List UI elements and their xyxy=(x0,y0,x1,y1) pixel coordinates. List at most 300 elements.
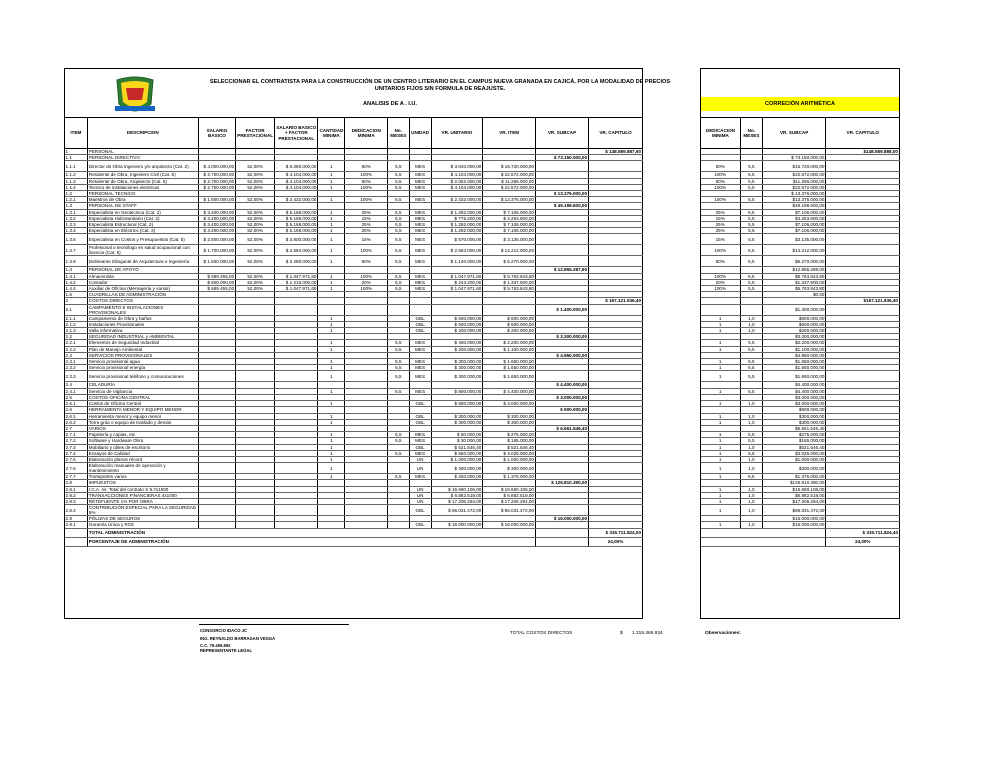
cell-sub: $ 1.400.000,00 xyxy=(536,304,589,315)
cell-cded: 1 xyxy=(701,522,741,528)
cell-vi: $ 521.546,40 xyxy=(483,444,536,450)
cell-ccap xyxy=(826,245,900,256)
cell-cmes: 1,0 xyxy=(740,419,762,425)
cell-item: 2.2.2 xyxy=(65,346,88,352)
cell-csub: $300.000,00 xyxy=(762,463,826,474)
cell-cmes: 1,0 xyxy=(740,456,762,462)
cell-csub: $1.650.000,00 xyxy=(762,365,826,371)
cell-csub: $4.950.000,00 xyxy=(762,352,826,358)
cell-csub: $16.000.000,00 xyxy=(762,522,826,528)
cell-fac: 52,00% xyxy=(236,161,275,172)
correction-row xyxy=(701,256,900,267)
cell-cmes: 5,5 xyxy=(740,286,762,292)
cell-cded: 1 xyxy=(701,438,741,444)
cell-item: 2.1.1 xyxy=(65,315,88,321)
cell-ccap xyxy=(826,161,900,172)
cell-vi: $ 300.000,00 xyxy=(483,413,536,419)
cell-cmes: 5,5 xyxy=(740,172,762,178)
cell-mes: 5,5 xyxy=(388,161,410,172)
cell-desc: Transportes varios xyxy=(87,474,198,480)
cell-und: MES xyxy=(409,245,431,256)
cell-ded: 50% xyxy=(345,161,388,172)
cell-mes: 5,5 xyxy=(388,432,410,438)
cell-vi: $ 200.000,00 xyxy=(483,328,536,334)
cell-desc: SEGURIDAD INDUSTRIAL y AMBIENTAL xyxy=(87,334,198,340)
cell-vi: $ 7.106.000,00 xyxy=(483,222,536,228)
cell-vi: $ 3.135.000,00 xyxy=(483,234,536,245)
cell-cap xyxy=(589,505,643,516)
cell-desc: Elaboración planos récord xyxy=(87,456,198,462)
column-header: ITEM xyxy=(65,118,88,149)
cell-vi: $ 600.000,00 xyxy=(483,321,536,327)
table-row xyxy=(65,161,643,172)
cell-cap xyxy=(589,304,643,315)
cell-und: MES xyxy=(409,365,431,371)
cell-und: MES xyxy=(409,222,431,228)
correction-column-header: VR. SUBCAP xyxy=(762,118,826,149)
correction-total-value: $ 315.711.824,40 xyxy=(826,528,900,537)
cell-cmes: 1,0 xyxy=(740,463,762,474)
cell-cded: 1 xyxy=(701,328,741,334)
cell-vi: $ 1.650.000,00 xyxy=(483,359,536,365)
cell-fac xyxy=(236,371,275,382)
cell-cant: 1 xyxy=(318,279,345,285)
cell-und: MES xyxy=(409,234,431,245)
cell-vu: $ 300.000,00 xyxy=(431,365,483,371)
cell-und: MES xyxy=(409,474,431,480)
cell-cmes: 5,5 xyxy=(740,178,762,184)
cell-cant: 1 xyxy=(318,456,345,462)
cell-vu: $ 86.031.472,00 xyxy=(431,505,483,516)
correction-row xyxy=(701,234,900,245)
cell-und: GBL xyxy=(409,419,431,425)
cell-vu: $ 570.000,00 xyxy=(431,234,483,245)
cell-und: MES xyxy=(409,279,431,285)
cell-vu: $ 300.000,00 xyxy=(431,371,483,382)
cell-mes: 5,5 xyxy=(388,438,410,444)
cell-cant: 1 xyxy=(318,286,345,292)
cell-item: 1.3 xyxy=(65,203,88,209)
cell-csub: $3.135.000,00 xyxy=(762,234,826,245)
cell-desc: Servicio de Vigilancia xyxy=(87,388,198,394)
cell-mes: 5,5 xyxy=(388,273,410,279)
cell-cmes: 5,5 xyxy=(740,450,762,456)
column-header: SALARIO BASICO xyxy=(198,118,235,149)
cell-mes: 5,5 xyxy=(388,172,410,178)
cell-vu: $ 550.000,00 xyxy=(431,450,483,456)
cell-vu: $ 800.000,00 xyxy=(431,401,483,407)
cell-total xyxy=(701,537,826,546)
cell-cant: 1 xyxy=(318,359,345,365)
cell-desc: PERSONAL DIRECTIVO xyxy=(87,155,198,161)
cell-vi: $ 1.337.600,00 xyxy=(483,279,536,285)
cell-csub: $13.376.000,00 xyxy=(762,197,826,203)
cell-vu: $ 400.000,00 xyxy=(431,340,483,346)
cell-cmes: 5,5 xyxy=(740,371,762,382)
cell-cmes: 5,5 xyxy=(740,432,762,438)
cell-mes xyxy=(388,463,410,474)
cell-cmes: 5,5 xyxy=(740,222,762,228)
cell-csub: $16.720.000,00 xyxy=(762,161,826,172)
cell-cmes: 5,5 xyxy=(740,209,762,215)
cell-tot xyxy=(275,371,318,382)
cell-item: 2.5 xyxy=(65,394,88,400)
correction-column-header: DEDICACION MINIMA xyxy=(701,118,741,149)
cell-desc: Especialista en Geotecnica (Cat. 2) xyxy=(87,209,198,215)
cell-csub: $275.000,00 xyxy=(762,432,826,438)
cell-fac: 52,00% xyxy=(236,184,275,190)
cell-csub: $3.300.000,00 xyxy=(762,334,826,340)
cell-cmes: 5,5 xyxy=(740,234,762,245)
cell-desc: Software y Hardware Obra xyxy=(87,438,198,444)
cell-cded: 1 xyxy=(701,388,741,394)
cell-cmes: 5,5 xyxy=(740,346,762,352)
cell-vu xyxy=(431,304,483,315)
cell-item: 2.3.2 xyxy=(65,365,88,371)
cell-fac: 52,00% xyxy=(236,234,275,245)
cell-vi: $ 1.650.000,00 xyxy=(483,365,536,371)
cell-und: UN xyxy=(409,498,431,504)
cell-cant: 1 xyxy=(318,388,345,394)
cell-vi: $ 3.000.000,00 xyxy=(483,401,536,407)
total-label: TOTAL ADMINISTRACIÓN xyxy=(87,528,535,537)
cell-cded: 20% xyxy=(701,279,741,285)
cell-item: 2.6 xyxy=(65,407,88,413)
cell-tot: $ 4.104.000,00 xyxy=(275,184,318,190)
cell-und: MES xyxy=(409,184,431,190)
cell-tot xyxy=(275,463,318,474)
cell-tot: $ 5.168.000,00 xyxy=(275,215,318,221)
cell-cant: 1 xyxy=(318,178,345,184)
cell-desc: Director de Obra Ingeniero y/o arquitecto (Cat. 2) xyxy=(87,161,198,172)
cell-desc: Contador xyxy=(87,279,198,285)
cell-item: 2.9.1 xyxy=(65,522,88,528)
cell-cant: 1 xyxy=(318,209,345,215)
cell-und: MES xyxy=(409,346,431,352)
cell-item: 2.7.1 xyxy=(65,432,88,438)
cell-cant: 1 xyxy=(318,273,345,279)
cell-sal: $ 3.400.000,00 xyxy=(198,228,235,234)
cell-cded: 1 xyxy=(701,474,741,480)
cell-desc: RETEFUENTE 1% POR OBRA xyxy=(87,498,198,504)
cell-csub: $14.212.000,00 xyxy=(762,245,826,256)
cell-und: MES xyxy=(409,450,431,456)
cell-csub: $16.660.106,00 xyxy=(762,486,826,492)
cell-cmes: 1,0 xyxy=(740,486,762,492)
cell-desc: Herramienta menor y equipo menor xyxy=(87,413,198,419)
cell-cded: 1 xyxy=(701,413,741,419)
cell-cded: 50% xyxy=(701,178,741,184)
cell-item: 2.6.2 xyxy=(65,419,88,425)
cell-cmes: 1,0 xyxy=(740,328,762,334)
column-header: VR. ITEM xyxy=(483,118,536,149)
cell-cant: 1 xyxy=(318,315,345,321)
cell-vu: $ 1.292.000,00 xyxy=(431,209,483,215)
cell-desc: CONTRIBUCIÓN ESPECIAL PARA LA SEGURIDAD 5% xyxy=(88,505,197,516)
cell-desc: Residente de Obra, Arquitecto (Cat. 5) xyxy=(87,178,198,184)
cell-cmes: 1,0 xyxy=(740,492,762,498)
cell-cded: 1 xyxy=(701,432,741,438)
cell-tot: $ 2.280.000,00 xyxy=(275,256,318,267)
cell-vu: $ 2.584.000,00 xyxy=(431,245,483,256)
cell-vi: $ 7.106.000,00 xyxy=(483,228,536,234)
cell-cmes: 5,5 xyxy=(740,245,762,256)
cell-cmes xyxy=(740,304,762,315)
cell-sal: $ 4.000.000,00 xyxy=(198,161,235,172)
cell-und: UN xyxy=(409,492,431,498)
cell-tot xyxy=(275,505,318,516)
cell-sub: $ 13.376.000,00 xyxy=(536,191,589,197)
cell-vu: $ 300.000,00 xyxy=(431,463,483,474)
cell-cap: $ 148.589.887,60 xyxy=(589,149,643,155)
correction-row xyxy=(701,304,900,315)
cell-csub: $7.106.000,00 xyxy=(762,222,826,228)
cell-cap xyxy=(589,245,643,256)
cell-vi: $ 22.572.000,00 xyxy=(483,184,536,190)
document-subtitle: ANALISIS DE A . I.U. xyxy=(363,101,417,107)
cell-cmes: 5,5 xyxy=(740,256,762,267)
cell-und xyxy=(409,304,431,315)
cell-sub: $ 4.400.000,00 xyxy=(536,382,589,388)
cell-sub xyxy=(536,505,589,516)
cell-csub: $17.206.294,00 xyxy=(762,498,826,504)
observations-label: Observaciones: xyxy=(705,631,741,636)
cell-cmes: 1,0 xyxy=(740,498,762,504)
cell-fac: 52,00% xyxy=(236,172,275,178)
engineer-cc: C.C. 79.406.892 xyxy=(200,643,231,648)
cell-desc: CELADURÍA xyxy=(87,382,198,388)
signature-block xyxy=(200,627,275,653)
cell-und: MES xyxy=(409,197,431,203)
cell-cded: 1 xyxy=(701,456,741,462)
cell-cmes: 5,5 xyxy=(740,279,762,285)
cell-und: MES xyxy=(409,359,431,365)
cell-item: 2.8.1 xyxy=(65,486,88,492)
cell-csub: $1.000.000,00 xyxy=(762,456,826,462)
cell-csub: $11.286.000,00 xyxy=(762,178,826,184)
cell-item: 2.1.3 xyxy=(65,328,88,334)
cell-vi: $ 22.572.000,00 xyxy=(483,172,536,178)
cell-cant: 1 xyxy=(318,161,345,172)
cell-csub: $0,00 xyxy=(762,292,826,298)
cell-vu: $ 17.206.294,00 xyxy=(431,498,483,504)
cell-sub: $ 3.000.000,00 xyxy=(536,394,589,400)
cell-cded: 1 xyxy=(701,463,741,474)
cell-item: 1.1.3 xyxy=(65,178,88,184)
cell-csub: $86.031.472,00 xyxy=(762,505,826,516)
cell-item: 1.4.4 xyxy=(65,286,88,292)
cell-mes: 5,5 xyxy=(388,388,410,394)
cell-cded: 100% xyxy=(701,184,741,190)
column-header: CANTIDAD MINIMA xyxy=(318,118,345,149)
cell-vu: $ 521.546,40 xyxy=(431,444,483,450)
cell-mes: 5,5 xyxy=(388,340,410,346)
cell-cded: 100% xyxy=(701,245,741,256)
cell-item: 2.7.5 xyxy=(65,456,88,462)
cell-cap xyxy=(589,256,643,267)
cell-csub: $1.650.000,00 xyxy=(762,371,826,382)
cell-desc: Plan de Manejo Ambiental xyxy=(87,346,198,352)
column-header: DESCRIPCION xyxy=(87,118,198,149)
cell-csub: $3.000.000,00 xyxy=(762,394,826,400)
cell-cap: $ 167.121.936,40 xyxy=(589,298,643,304)
cell-cant: 1 xyxy=(318,365,345,371)
cell-item: 2.7 xyxy=(65,425,88,431)
correction-header-row xyxy=(701,118,900,149)
cell-cded: 1 xyxy=(701,365,741,371)
cell-ded: 15% xyxy=(345,215,388,221)
cell-sal xyxy=(198,371,235,382)
cell-und: MES xyxy=(409,340,431,346)
cell-total xyxy=(701,528,826,537)
cell-tot: $ 1.047.971,60 xyxy=(275,286,318,292)
cell-item: 2.3.3 xyxy=(65,371,88,382)
cell-cmes: 1,0 xyxy=(740,321,762,327)
cell-item: 2.8.3 xyxy=(65,498,88,504)
cell-item: 1.4.2 xyxy=(65,279,88,285)
cell-cmes: 1,0 xyxy=(740,315,762,321)
cell-cant: 1 xyxy=(318,222,345,228)
cell-tot: $ 5.168.000,00 xyxy=(275,222,318,228)
cell-cded: 1 xyxy=(701,505,741,516)
cell-cded: 100% xyxy=(701,286,741,292)
correction-column-header: No. MESES xyxy=(740,118,762,149)
cell-vi: $ 17.206.294,00 xyxy=(483,498,536,504)
cell-mes: 5,5 xyxy=(388,234,410,245)
cell-und: MES xyxy=(409,438,431,444)
cell-csub: $7.106.000,00 xyxy=(762,209,826,215)
cell-item: 1.5 xyxy=(65,292,88,298)
correction-row xyxy=(701,161,900,172)
cell-sub: $ 126.810.390,00 xyxy=(536,480,589,486)
cell-desc: Especialista Estructural (Cat. 2) xyxy=(87,222,198,228)
cell-item: 2.7.6 xyxy=(65,463,88,474)
cell-cded: 1 xyxy=(701,359,741,365)
correction-column-header: VR. CAPITULO xyxy=(826,118,900,149)
cell-csub: $6.270.000,00 xyxy=(762,256,826,267)
cell-cded: 25% xyxy=(701,222,741,228)
cell-mes: 5,5 xyxy=(388,184,410,190)
cell-cant: 1 xyxy=(318,234,345,245)
cell-cant: 1 xyxy=(318,413,345,419)
cell-cant: 1 xyxy=(318,419,345,425)
cell-vi: $ 6.882.518,00 xyxy=(483,492,536,498)
cell-tot xyxy=(275,304,318,315)
cell-tot: $ 6.080.000,00 xyxy=(275,161,318,172)
cell-item: 2.4 xyxy=(65,382,88,388)
cell-ded: 20% xyxy=(345,279,388,285)
cell-cmes: 1,0 xyxy=(740,444,762,450)
cell-cded: 1 xyxy=(701,450,741,456)
cell-fac xyxy=(236,463,275,474)
cell-desc: Elementos de Seguridad Industrial xyxy=(87,340,198,346)
cell-desc: Servicio provisional energía xyxy=(87,365,198,371)
cell-vi: $ 275.000,00 xyxy=(483,432,536,438)
cell-csub: $600.000,00 xyxy=(762,407,826,413)
cell-desc: Especialista en Eléctrico (Cat. 2) xyxy=(87,228,198,234)
cell-desc: VARIOS xyxy=(87,425,198,431)
cell-und: GBL xyxy=(409,444,431,450)
cell-csub: $3.025.000,00 xyxy=(762,450,826,456)
cell-vi: $ 300.000,00 xyxy=(483,419,536,425)
cell-desc: Instalaciones Provisionales xyxy=(87,321,198,327)
cell-ccap xyxy=(826,234,900,245)
cell-item: 2.2.1 xyxy=(65,340,88,346)
cell-csub: $5.763.843,80 xyxy=(762,286,826,292)
cell-cmes: 5,5 xyxy=(740,438,762,444)
cell-vu: $ 1.000.000,00 xyxy=(431,456,483,462)
cell-desc: Especialista Hidrosanitario (Cat. 2) xyxy=(87,215,198,221)
cell-cmes: 5,5 xyxy=(740,215,762,221)
cell-vu: $ 4.104.000,00 xyxy=(431,184,483,190)
cell-sal: $ 2.500.000,00 xyxy=(198,234,235,245)
cell-item: 1.3.1 xyxy=(65,209,88,215)
cell-vu: $ 1.047.971,60 xyxy=(431,273,483,279)
cell-ccap xyxy=(826,505,900,516)
cell-sub xyxy=(536,161,589,172)
cell-vu: $ 30.000,00 xyxy=(431,438,483,444)
cell-csub: $1.337.600,00 xyxy=(762,279,826,285)
cell-tot: $ 2.432.000,00 xyxy=(275,197,318,203)
cell-cded: 25% xyxy=(701,228,741,234)
cell-cap xyxy=(589,463,643,474)
cell-desc: Residente de Obra, Ingeniero Civil (Cat. 5) xyxy=(87,172,198,178)
cell-item: 1.2 xyxy=(65,191,88,197)
correction-row xyxy=(701,505,900,516)
cell-tot: $ 1.216.000,00 xyxy=(275,279,318,285)
cell-vu: $ 1.140.000,00 xyxy=(431,256,483,267)
cell-vi: $ 5.763.843,80 xyxy=(483,273,536,279)
cell-item: 2.9 xyxy=(65,516,88,522)
table-row xyxy=(65,234,643,245)
cell-mes: 5,5 xyxy=(388,474,410,480)
cell-cded: 15% xyxy=(701,215,741,221)
cell-tot: $ 2.584.000,00 xyxy=(275,245,318,256)
cell-cmes: 5,5 xyxy=(740,365,762,371)
cell-sal: $ 1.500.000,00 xyxy=(198,256,235,267)
cell-desc: Mobiliario y útiles de escritorio xyxy=(87,444,198,450)
cell-cded: 100% xyxy=(701,273,741,279)
document-title: SELECCIONAR EL CONTRATISTA PARA LA CONSTRUCCIÓN DE UN CENTRO LITERARIO EN EL CAMPUS NUEVA GRANADA EN CAJICÁ, POR LA MODALIDAD DE PRECIOS UNITARIOS FIJOS SIN FORMULA DE REAJUSTE. xyxy=(209,79,671,92)
cell-und: UN xyxy=(409,486,431,492)
cell-ded: 50% xyxy=(345,256,388,267)
cell-item: 1.1.2 xyxy=(65,172,88,178)
cell-item: 2.7.7 xyxy=(65,474,88,480)
cell-desc: Servicio provisional teléfono y comunicaciones xyxy=(87,371,198,382)
cell-item: 2 xyxy=(65,298,88,304)
cell-sal: $ 2.700.000,00 xyxy=(198,178,235,184)
cell-vu: $ 600.000,00 xyxy=(431,315,483,321)
direct-costs-label: TOTAL COSTOS DIRECTOS xyxy=(510,631,573,636)
cell-cant: 1 xyxy=(318,463,345,474)
cell-sub: $ 3.300.000,00 xyxy=(536,334,589,340)
cell-cant: 1 xyxy=(318,346,345,352)
cell-desc: Almacenista xyxy=(87,273,198,279)
cell-cmes: 5,5 xyxy=(740,474,762,480)
cell-sub xyxy=(536,245,589,256)
column-header: No. MESES xyxy=(388,118,410,149)
cell-desc: PERSONAL DE STAFF xyxy=(87,203,198,209)
cell-desc: Delineante Dibujante de Arquitectura e Ingeniería xyxy=(87,256,198,267)
cell-mes: 5,5 xyxy=(388,178,410,184)
cell-vi: $ 1.375.000,00 xyxy=(483,474,536,480)
cell-fac: 52,00% xyxy=(236,209,275,215)
cell-vu: $ 300.000,00 xyxy=(431,419,483,425)
cell-desc: Elaboración manuales de operación y mantenimiento xyxy=(87,463,198,474)
cell-csub: $4.263.600,00 xyxy=(762,215,826,221)
cell-csub: $1.100.000,00 xyxy=(762,346,826,352)
cell-cant: 1 xyxy=(318,438,345,444)
